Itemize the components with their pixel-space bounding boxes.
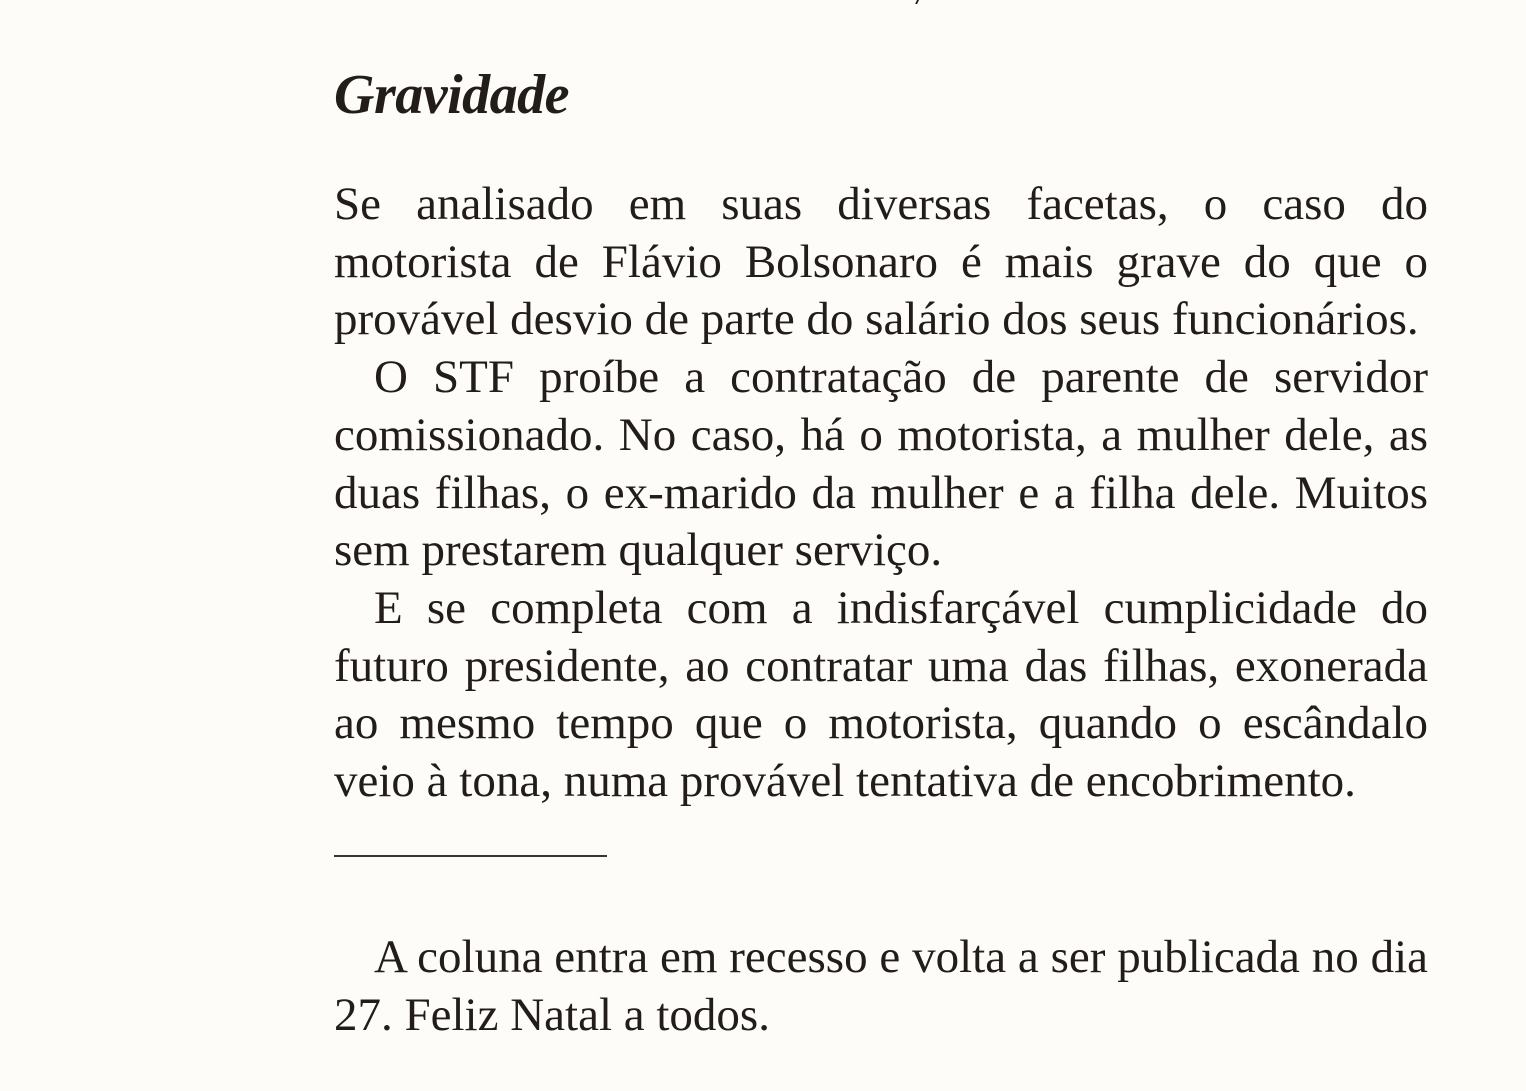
paragraph-2: O STF proíbe a contratação de parente de servidor comissionado. No caso, há o motorista, a mulher dele, as duas filhas, o ex-marido da mulher e a filha dele. Muitos sem prestarem qualquer serviço. (334, 351, 1428, 577)
section-heading: Gravidade (334, 64, 570, 126)
paragraph-1: Se analisado em suas diversas facetas, o caso do motorista de Flávio Bolsonaro é mais grave do que o provável desvio de parte do salário dos seus funcionários. (334, 178, 1428, 346)
cropped-text-mark (909, 0, 921, 4)
article-body (334, 176, 1428, 811)
section-divider (334, 855, 607, 857)
paragraph-3: E se completa com a indisfarçável cumplicidade do futuro presidente, ao contratar uma das filhas, exonerada ao mesmo tempo que o motorista, quando o escândalo veio à tona, numa provável tentativa de encobrimento. (334, 581, 1428, 808)
closing-note: A coluna entra em recesso e volta a ser publicada no dia 27. Feliz Natal a todos. (334, 931, 1428, 1041)
